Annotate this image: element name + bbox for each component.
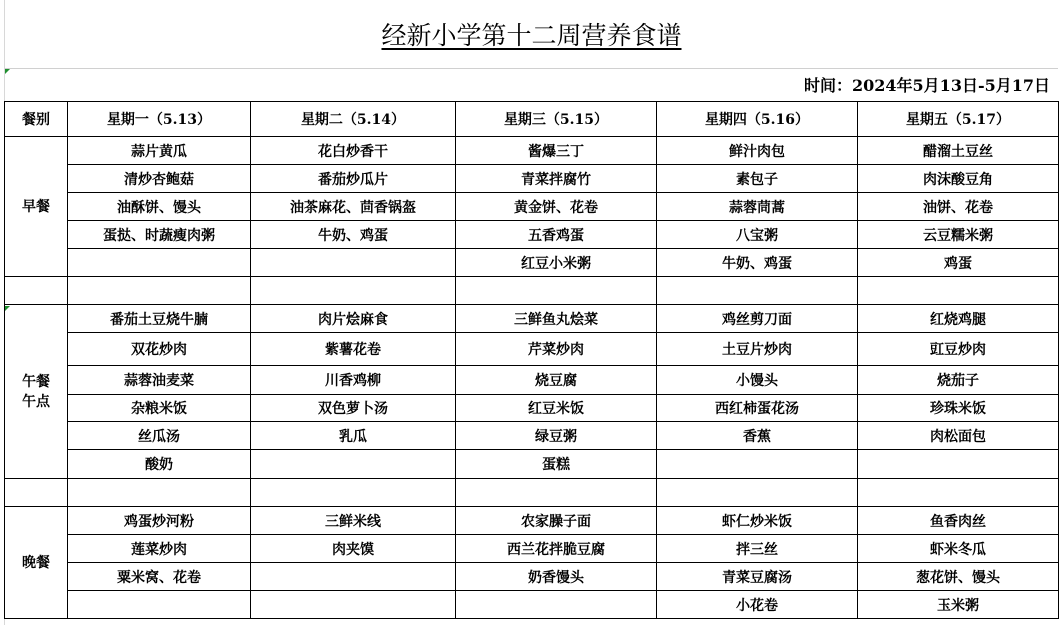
menu-item-cell[interactable]: 三鲜米线	[251, 507, 456, 535]
empty-cell[interactable]	[251, 277, 456, 305]
header-day-cell[interactable]: 星期一（5.13）	[68, 102, 251, 137]
cell-comment-marker	[5, 69, 10, 74]
menu-item-cell[interactable]: 清炒杏鲍菇	[68, 165, 251, 193]
menu-item-cell[interactable]: 油酥饼、馒头	[68, 193, 251, 221]
header-day-cell[interactable]: 星期三（5.15）	[456, 102, 657, 137]
menu-item-cell[interactable]: 豇豆炒肉	[858, 333, 1059, 366]
menu-item-cell[interactable]	[657, 450, 858, 479]
menu-item-cell[interactable]: 香蕉	[657, 422, 858, 450]
menu-item-cell[interactable]: 小馒头	[657, 366, 858, 395]
menu-item-cell[interactable]	[456, 591, 657, 619]
header-row	[5, 102, 1059, 137]
menu-item-cell[interactable]: 奶香馒头	[456, 563, 657, 591]
header-day-cell[interactable]: 星期二（5.14）	[251, 102, 456, 137]
menu-item-cell[interactable]: 烧豆腐	[456, 366, 657, 395]
empty-cell[interactable]	[5, 277, 68, 305]
meal-label: 午点	[22, 393, 50, 410]
empty-cell[interactable]	[456, 479, 657, 507]
menu-item-cell[interactable]: 肉松面包	[858, 422, 1059, 450]
menu-item-cell[interactable]: 烧茄子	[858, 366, 1059, 395]
meal-label: 午餐	[22, 373, 50, 390]
menu-table	[4, 101, 1059, 619]
menu-item-cell[interactable]: 绿豆粥	[456, 422, 657, 450]
menu-item-cell[interactable]: 蒜片黄瓜	[68, 137, 251, 165]
menu-row	[5, 563, 1059, 591]
menu-item-cell[interactable]: 虾仁炒米饭	[657, 507, 858, 535]
menu-item-cell[interactable]: 蒜蓉油麦菜	[68, 366, 251, 395]
menu-item-cell[interactable]: 鱼香肉丝	[858, 507, 1059, 535]
menu-item-cell[interactable]: 肉沫酸豆角	[858, 165, 1059, 193]
empty-cell[interactable]	[68, 479, 251, 507]
empty-cell[interactable]	[657, 277, 858, 305]
menu-item-cell[interactable]: 土豆片炒肉	[657, 333, 858, 366]
menu-item-cell[interactable]	[68, 249, 251, 277]
menu-item-cell[interactable]: 杂粮米饭	[68, 395, 251, 422]
menu-item-cell[interactable]: 蛋挞、时蔬瘦肉粥	[68, 221, 251, 249]
menu-item-cell[interactable]	[251, 563, 456, 591]
header-day-cell[interactable]: 星期四（5.16）	[657, 102, 858, 137]
menu-row	[5, 591, 1059, 619]
menu-row	[5, 165, 1059, 193]
menu-row	[5, 137, 1059, 165]
menu-item-cell[interactable]: 云豆糯米粥	[858, 221, 1059, 249]
menu-item-cell[interactable]: 八宝粥	[657, 221, 858, 249]
menu-item-cell[interactable]: 玉米粥	[858, 591, 1059, 619]
menu-item-cell[interactable]: 虾米冬瓜	[858, 535, 1059, 563]
meal-label: 早餐	[22, 198, 50, 215]
meal-label-cell[interactable]	[5, 305, 68, 479]
menu-item-cell[interactable]: 五香鸡蛋	[456, 221, 657, 249]
menu-row	[5, 249, 1059, 277]
title-divider	[5, 68, 1058, 69]
menu-item-cell[interactable]: 红豆米饭	[456, 395, 657, 422]
menu-item-cell[interactable]: 西兰花拌脆豆腐	[456, 535, 657, 563]
menu-item-cell[interactable]: 番茄炒瓜片	[251, 165, 456, 193]
menu-item-cell[interactable]	[251, 249, 456, 277]
menu-row	[5, 450, 1059, 479]
menu-item-cell[interactable]: 蛋糕	[456, 450, 657, 479]
empty-cell[interactable]	[251, 479, 456, 507]
menu-item-cell[interactable]: 鸡蛋炒河粉	[68, 507, 251, 535]
menu-item-cell[interactable]: 红烧鸡腿	[858, 305, 1059, 333]
menu-item-cell[interactable]: 酸奶	[68, 450, 251, 479]
menu-row	[5, 305, 1059, 333]
meal-label: 晚餐	[22, 554, 50, 571]
spacer-row	[5, 479, 1059, 507]
empty-cell[interactable]	[68, 277, 251, 305]
menu-item-cell[interactable]: 油饼、花卷	[858, 193, 1059, 221]
menu-item-cell[interactable]: 青菜豆腐汤	[657, 563, 858, 591]
empty-cell[interactable]	[858, 479, 1059, 507]
menu-item-cell[interactable]: 花白炒香干	[251, 137, 456, 165]
menu-item-cell[interactable]: 芹菜炒肉	[456, 333, 657, 366]
menu-item-cell[interactable]: 油茶麻花、茴香锅盔	[251, 193, 456, 221]
menu-item-cell[interactable]: 素包子	[657, 165, 858, 193]
menu-item-cell[interactable]: 珍珠米饭	[858, 395, 1059, 422]
empty-cell[interactable]	[858, 277, 1059, 305]
menu-item-cell[interactable]: 小花卷	[657, 591, 858, 619]
meal-label-cell[interactable]	[5, 507, 68, 619]
header-meal-cell[interactable]: 餐别	[5, 102, 68, 137]
menu-item-cell[interactable]: 紫薯花卷	[251, 333, 456, 366]
menu-item-cell[interactable]: 葱花饼、馒头	[858, 563, 1059, 591]
menu-item-cell[interactable]: 双花炒肉	[68, 333, 251, 366]
menu-item-cell[interactable]: 番茄土豆烧牛腩	[68, 305, 251, 333]
date-range: 时间：2024年5月13日-5月17日	[804, 76, 1050, 95]
menu-item-cell[interactable]	[251, 591, 456, 619]
menu-item-cell[interactable]: 肉夹馍	[251, 535, 456, 563]
page-title: 经新小学第十二周营养食谱	[381, 21, 682, 50]
menu-row	[5, 221, 1059, 249]
menu-row	[5, 333, 1059, 366]
menu-row	[5, 507, 1059, 535]
menu-item-cell[interactable]	[251, 450, 456, 479]
menu-item-cell[interactable]: 拌三丝	[657, 535, 858, 563]
menu-item-cell[interactable]: 西红柿蛋花汤	[657, 395, 858, 422]
menu-item-cell[interactable]: 鸡丝剪刀面	[657, 305, 858, 333]
spacer-row	[5, 277, 1059, 305]
menu-item-cell[interactable]	[858, 450, 1059, 479]
header-day-cell[interactable]: 星期五（5.17）	[858, 102, 1059, 137]
menu-item-cell[interactable]: 酱爆三丁	[456, 137, 657, 165]
menu-item-cell[interactable]: 肉片烩麻食	[251, 305, 456, 333]
empty-cell[interactable]	[456, 277, 657, 305]
menu-item-cell[interactable]: 双色萝卜汤	[251, 395, 456, 422]
menu-item-cell[interactable]: 三鲜鱼丸烩菜	[456, 305, 657, 333]
menu-item-cell[interactable]	[68, 591, 251, 619]
menu-row	[5, 535, 1059, 563]
menu-item-cell[interactable]: 川香鸡柳	[251, 366, 456, 395]
menu-item-cell[interactable]: 鲜汁肉包	[657, 137, 858, 165]
menu-item-cell[interactable]: 乳瓜	[251, 422, 456, 450]
menu-item-cell[interactable]: 醋溜土豆丝	[858, 137, 1059, 165]
menu-item-cell[interactable]: 鸡蛋	[858, 249, 1059, 277]
menu-item-cell[interactable]: 农家臊子面	[456, 507, 657, 535]
menu-item-cell[interactable]: 黄金饼、花卷	[456, 193, 657, 221]
cell-comment-marker-2	[5, 306, 10, 311]
empty-cell[interactable]	[5, 479, 68, 507]
empty-cell[interactable]	[657, 479, 858, 507]
menu-item-cell[interactable]: 蒜蓉茼蒿	[657, 193, 858, 221]
meal-label-cell[interactable]	[5, 137, 68, 277]
menu-row	[5, 395, 1059, 422]
menu-row	[5, 422, 1059, 450]
menu-item-cell[interactable]: 红豆小米粥	[456, 249, 657, 277]
menu-item-cell[interactable]: 粟米窝、花卷	[68, 563, 251, 591]
menu-row	[5, 366, 1059, 395]
menu-item-cell[interactable]: 牛奶、鸡蛋	[657, 249, 858, 277]
menu-item-cell[interactable]: 青菜拌腐竹	[456, 165, 657, 193]
menu-item-cell[interactable]: 莲菜炒肉	[68, 535, 251, 563]
menu-item-cell[interactable]: 牛奶、鸡蛋	[251, 221, 456, 249]
menu-row	[5, 193, 1059, 221]
menu-item-cell[interactable]: 丝瓜汤	[68, 422, 251, 450]
